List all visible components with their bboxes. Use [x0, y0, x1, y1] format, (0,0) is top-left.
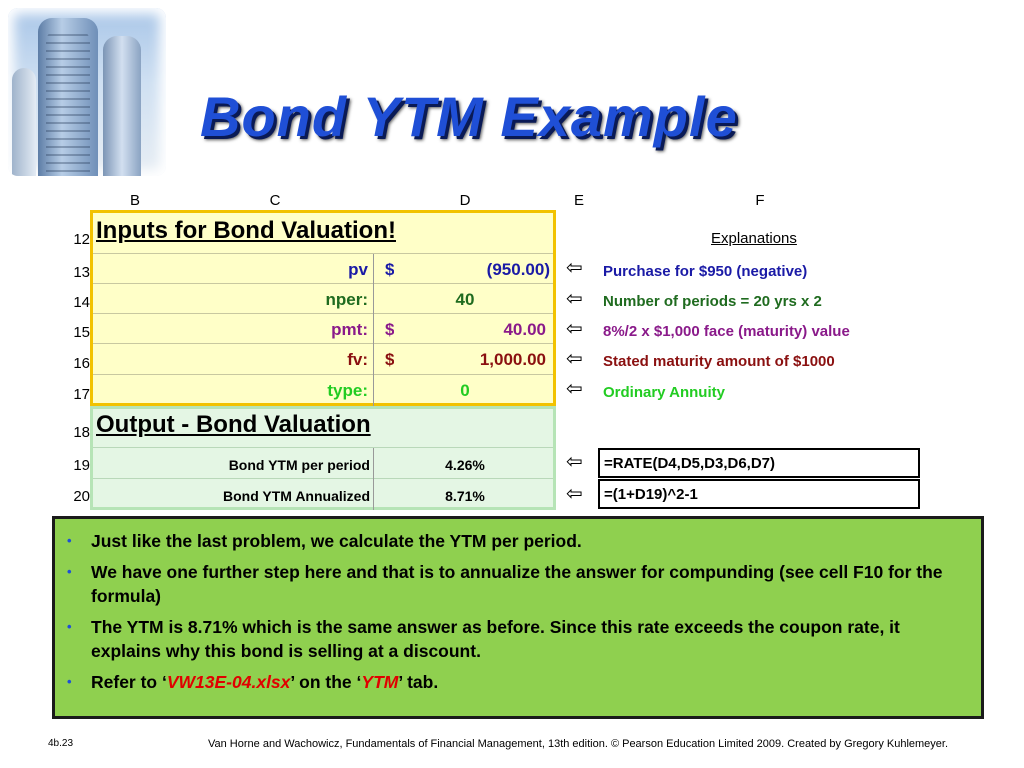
left-arrow-icon: ⇦	[566, 378, 583, 400]
footer-credit: Van Horne and Wachowicz, Fundamentals of Financial Management, 13th edition. © Pearson Education Limited 2009. Created by Gregory Kuhlemeyer.	[208, 738, 949, 750]
column-divider	[373, 254, 374, 406]
output-heading: Output - Bond Valuation	[96, 411, 371, 438]
row-number-19: 19	[73, 457, 90, 474]
building-photo	[8, 8, 166, 176]
pmt-value[interactable]: 40.00	[503, 320, 546, 339]
inputs-heading: Inputs for Bond Valuation!	[96, 217, 396, 244]
slide-title: Bond YTM Example	[200, 85, 738, 148]
explanation-pv: Purchase for $950 (negative)	[603, 263, 808, 280]
row-number-12: 12	[73, 231, 90, 248]
left-arrow-icon: ⇦	[566, 288, 583, 310]
column-header-c: C	[269, 192, 281, 209]
column-divider	[373, 448, 374, 510]
fv-label: fv:	[347, 350, 368, 369]
nper-value[interactable]: 40	[455, 290, 475, 309]
left-arrow-icon: ⇦	[566, 257, 583, 279]
left-arrow-icon: ⇦	[566, 483, 583, 505]
slide-number: 4b.23	[48, 738, 74, 749]
row-number-15: 15	[73, 324, 90, 341]
bullet-4-mid: ’ on the ‘	[290, 672, 362, 692]
fv-currency: $	[385, 350, 395, 369]
bullet-1: • Just like the last problem, we calculate the YTM per period.	[65, 529, 967, 553]
left-arrow-icon: ⇦	[566, 318, 583, 340]
explanation-nper: Number of periods = 20 yrs x 2	[603, 293, 822, 310]
bullet-4-post: ’ tab.	[398, 672, 439, 692]
explanation-pmt: 8%/2 x $1,000 face (maturity) value	[603, 323, 850, 340]
column-header-f: F	[755, 192, 765, 209]
left-arrow-icon: ⇦	[566, 348, 583, 370]
column-header-d: D	[459, 192, 471, 209]
column-header-b: B	[129, 192, 140, 209]
explanation-fv: Stated maturity amount of $1000	[603, 353, 835, 370]
fv-value[interactable]: 1,000.00	[479, 350, 546, 369]
formula-ytm-period[interactable]: =RATE(D4,D5,D3,D6,D7)	[598, 448, 920, 478]
row-number-14: 14	[73, 294, 90, 311]
ytm-annual-value[interactable]: 8.71%	[445, 488, 485, 504]
pv-currency: $	[385, 260, 395, 279]
type-value[interactable]: 0	[460, 381, 470, 400]
formula-ytm-annual[interactable]: =(1+D19)^2-1	[598, 479, 920, 509]
pmt-currency: $	[385, 320, 395, 339]
nper-label: nper:	[325, 290, 368, 309]
notes-box	[52, 516, 984, 719]
pmt-label: pmt:	[331, 320, 368, 339]
row-number-18: 18	[73, 424, 90, 441]
left-arrow-icon: ⇦	[566, 451, 583, 473]
ytm-period-value[interactable]: 4.26%	[445, 457, 485, 473]
row-number-17: 17	[73, 386, 90, 403]
bullet-3: • The YTM is 8.71% which is the same answer as before. Since this rate exceeds the coupon rate, it explains why this bond is selling at a discount.	[65, 615, 967, 663]
pv-value[interactable]: (950.00)	[486, 260, 550, 279]
bullet-2: • We have one further step here and that is to annualize the answer for compunding (see cell F10 for the formula)	[65, 560, 967, 608]
bullet-4	[65, 670, 967, 694]
row-number-13: 13	[73, 264, 90, 281]
file-reference: VW13E-04.xlsx	[166, 672, 291, 692]
ytm-period-label: Bond YTM per period	[228, 457, 370, 473]
column-header-e: E	[573, 192, 584, 209]
bullet-4-pre: Refer to ‘	[91, 672, 167, 692]
explanations-header: Explanations	[711, 230, 797, 247]
row-number-20: 20	[73, 488, 90, 505]
tab-reference: YTM	[361, 672, 399, 692]
row-number-16: 16	[73, 355, 90, 372]
type-label: type:	[327, 381, 368, 400]
explanation-type: Ordinary Annuity	[603, 384, 725, 401]
pv-label: pv	[348, 260, 368, 279]
ytm-annual-label: Bond YTM Annualized	[223, 488, 370, 504]
